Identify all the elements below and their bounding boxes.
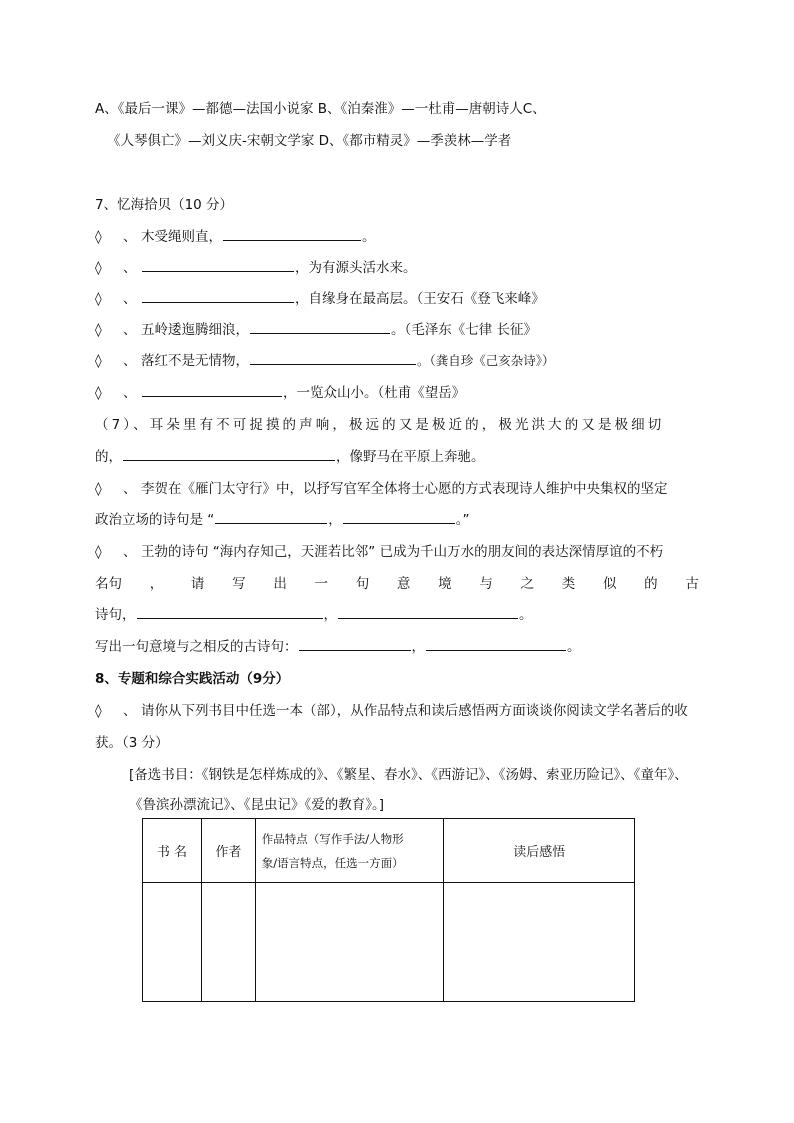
answer-blank[interactable] [250, 352, 416, 365]
bullet-mark: ◊ [95, 229, 102, 245]
answer-blank[interactable] [142, 290, 294, 303]
header-features-line-2: 象/语言特点，任选一方面） [261, 855, 404, 870]
item-text: 。（毛泽东《七律 长征》 [391, 322, 538, 338]
q7-item-9-line-2 [95, 575, 699, 593]
item-text: 政治立场的诗句是 “ [95, 512, 215, 528]
item-text: 。（龚自珍《己亥杂诗》） [417, 353, 555, 368]
spread-char: 类 [561, 576, 576, 592]
answer-blank[interactable] [250, 321, 390, 334]
cell-author[interactable] [201, 883, 255, 1002]
spread-char: 写 [232, 576, 246, 592]
item-text: 李贺在《雁门太守行》中，以抒写官军全体将士心愿的方式表现诗人维护中央集权的坚定 [141, 481, 668, 497]
header-author: 作者 [201, 819, 255, 883]
item-dot: 、 [123, 481, 137, 497]
reading-table [142, 818, 635, 1002]
spread-char: 意 [396, 576, 411, 592]
q7-item-9-line-1 [95, 543, 663, 561]
bullet-mark: ◊ [95, 353, 102, 369]
spread-char: 古 [685, 576, 699, 592]
answer-blank[interactable] [343, 511, 455, 524]
q7-item-5 [95, 352, 555, 370]
q6-options-line-2: 《人琴俱亡》—刘义庆-宋朝文学家 D、《都市精灵》—季羡林—学者 [107, 133, 512, 149]
bullet-mark: ◊ [95, 481, 102, 497]
q6-options-line-1: A、《最后一课》—都德—法国小说家 B、《泊秦淮》—一杜甫—唐朝诗人C、 [95, 101, 546, 117]
item-text: 的， [95, 449, 122, 465]
item-dot: 、 [123, 291, 137, 307]
spread-char: 名句 [95, 576, 122, 592]
item-text: 王勃的诗句 “海内存知己，天涯若比邻” 已成为千山万水的朋友间的表达深情厚谊的不朽 [141, 544, 664, 560]
item-text: 落红不是无情物， [141, 353, 249, 369]
item-dot: 、 [123, 229, 137, 245]
cell-book[interactable] [143, 883, 202, 1002]
spread-char: 与 [479, 576, 493, 592]
bullet-mark: ◊ [95, 385, 102, 401]
q7-item-8-line-1 [95, 480, 668, 498]
q8-task-line-2: 获。（3 分） [95, 735, 169, 751]
answer-blank[interactable] [299, 638, 411, 651]
answer-blank[interactable] [426, 638, 566, 651]
q7-heading: 7、忆海拾贝（10 分） [95, 197, 234, 213]
item-dot: 、 [123, 322, 137, 338]
item-text: 。 [519, 607, 533, 623]
answer-blank[interactable] [215, 511, 327, 524]
item-text: ， [323, 607, 337, 623]
bullet-mark: ◊ [95, 703, 102, 719]
item-text: ，为有源头活水来。 [295, 260, 417, 276]
answer-blank[interactable] [123, 448, 335, 461]
item-text: ， [411, 639, 425, 655]
cell-features[interactable] [255, 883, 444, 1002]
item-dot: 、 [123, 385, 137, 401]
item-text: ，自缘身在最高层。（王安石《登飞来峰》 [295, 291, 545, 307]
spread-char: 的 [644, 576, 658, 592]
item-text: 。 [567, 639, 581, 655]
q7-item-10 [95, 638, 581, 656]
item-text: ， [328, 512, 342, 528]
cell-reflection[interactable] [444, 883, 635, 1002]
q7-item-1 [95, 228, 376, 246]
spread-char: 境 [438, 576, 452, 592]
item-text: 木受绳则直， [141, 229, 222, 245]
item-dot: 、 [123, 260, 137, 276]
q7-item-2 [95, 259, 417, 277]
bullet-mark: ◊ [95, 260, 102, 276]
item-text: 诗句， [95, 607, 136, 623]
answer-blank[interactable] [338, 606, 518, 619]
q8-task-line-1 [95, 702, 688, 720]
spread-char: 似 [602, 576, 617, 592]
item-text: ，一览众山小。（杜甫《望岳》 [283, 385, 466, 401]
item-dot: 、 [123, 544, 137, 560]
item-dot: 、 [123, 703, 137, 719]
q7-item-3 [95, 290, 545, 308]
answer-blank[interactable] [223, 228, 361, 241]
answer-blank[interactable] [142, 384, 282, 397]
spread-char: 句 [355, 576, 370, 592]
q7-item-7-line-1: （7）、耳朵里有不可捉摸的声响，极远的又是极近的，极光洪大的又是极细切 [95, 417, 665, 433]
q8-booklist-line-2: 《鲁滨孙漂流记》、《昆虫记》《爱的教育》。] [129, 797, 385, 813]
bullet-mark: ◊ [95, 322, 102, 338]
bullet-mark: ◊ [95, 544, 102, 560]
spread-char: ， [149, 576, 164, 592]
spread-char: 请 [190, 576, 205, 592]
header-reflection: 读后感悟 [444, 819, 635, 883]
item-text: 写出一句意境与之相反的古诗句： [95, 639, 298, 655]
spread-char: 一 [314, 576, 329, 592]
q7-item-7-line-2 [95, 448, 485, 466]
answer-blank[interactable] [137, 606, 323, 619]
q7-item-9-line-3 [95, 606, 533, 624]
item-text: ，像野马在平原上奔驰。 [336, 449, 485, 465]
q7-item-6 [95, 384, 465, 402]
item-dot: 、 [123, 353, 137, 369]
header-features [255, 819, 444, 883]
q8-heading: 8、专题和综合实践活动（9分） [95, 671, 290, 687]
q7-item-4 [95, 321, 537, 339]
answer-blank[interactable] [142, 259, 294, 272]
spread-char: 出 [273, 576, 287, 592]
header-features-line-1: 作品特点（写作手法/人物形 [261, 831, 404, 846]
item-text: 。 [362, 229, 376, 245]
spread-char: 之 [520, 576, 535, 592]
header-book: 书 名 [143, 819, 202, 883]
q7-item-8-line-2 [95, 511, 470, 529]
table-row [143, 883, 635, 1002]
bullet-mark: ◊ [95, 291, 102, 307]
item-text: 五岭逶迤腾细浪， [141, 322, 249, 338]
q8-booklist-line-1: [备选书目：《钢铁是怎样炼成的》、《繁星、春水》、《西游记》、《汤姆、索亚历险记》、《童年》、 [129, 767, 688, 783]
item-text: 。” [455, 512, 470, 528]
table-header-row [143, 819, 635, 883]
item-text: 请你从下列书目中任选一本（部），从作品特点和读后感悟两方面谈谈你阅读文学名著后的收 [141, 703, 688, 719]
